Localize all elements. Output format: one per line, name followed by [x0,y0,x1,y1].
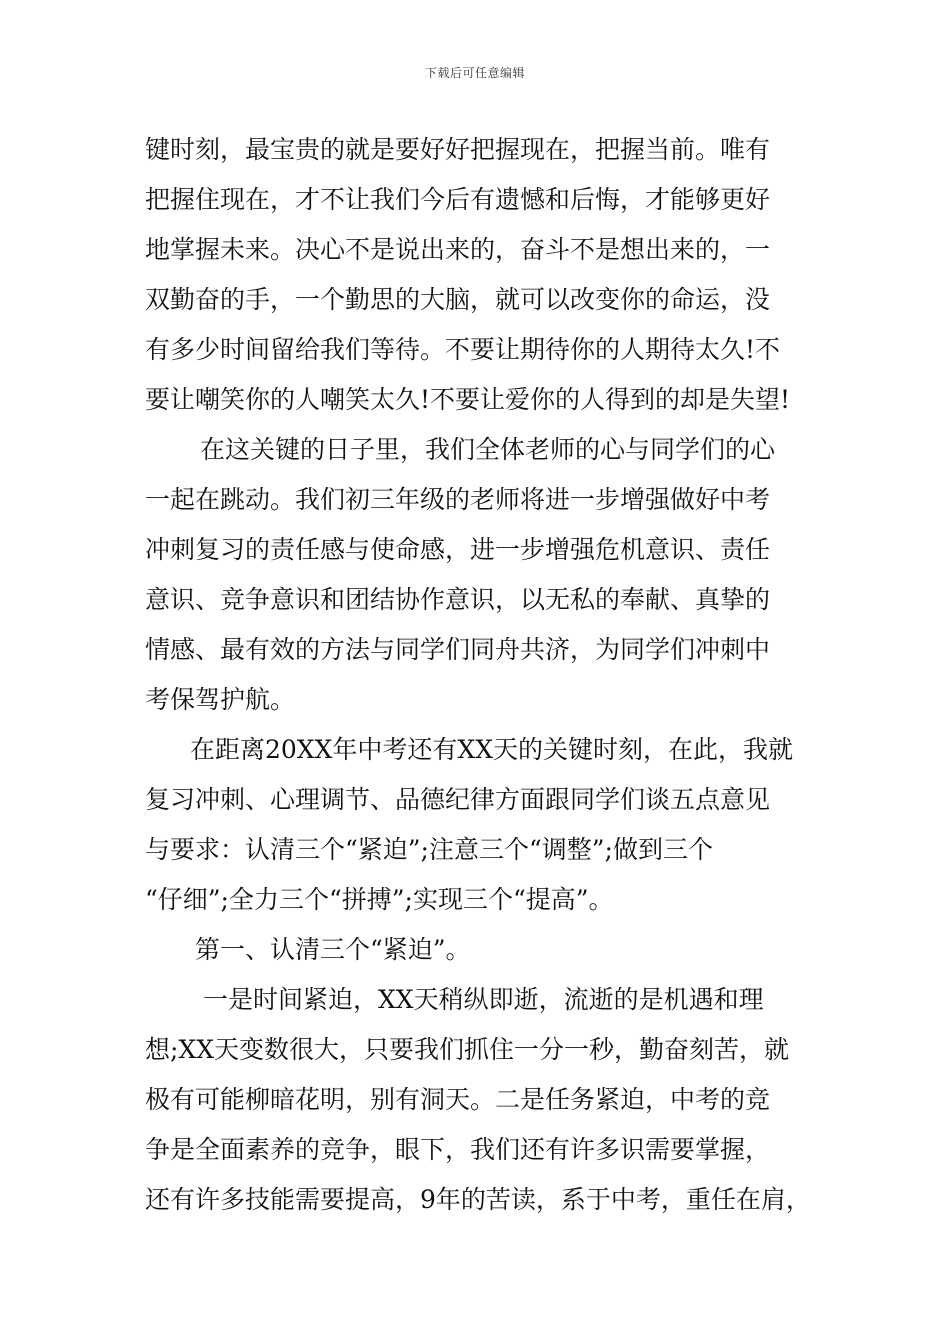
text-line: 争是全面素养的竞争，眼下，我们还有许多识需要掌握， [145,1135,771,1164]
text-line: 冲刺复习的责任感与使命感，进一步增强危机意识、责任 [145,535,771,564]
text-line: 与要求：认清三个“紧迫”;注意三个“调整”;做到三个 [145,835,713,864]
text-line: 有多少时间留给我们等待。不要让期待你的人期待太久!不 [145,335,781,364]
text-line: 想;XX天变数很大，只要我们抓住一分一秒，勤奋刻苦，就 [145,1035,790,1064]
text-line: 双勤奋的手，一个勤思的大脑，就可以改变你的命运，没 [145,285,771,314]
text-line: 考保驾护航。 [145,685,296,714]
text-line: 地掌握未来。决心不是说出来的，奋斗不是想出来的，一 [145,235,771,264]
text-line: 把握住现在，才不让我们今后有遗憾和后悔，才能够更好 [145,185,771,214]
text-line: 情感、最有效的方法与同学们同舟共济，为同学们冲刺中 [145,635,771,664]
paragraph-first-line: 在这关键的日子里，我们全体老师的心与同学们的心 [200,435,776,464]
paragraph-first-line: 一是时间紧迫，XX天稍纵即逝，流逝的是机遇和理 [203,985,764,1014]
paragraph-first-line: 在距离20XX年中考还有XX天的关键时刻，在此，我就 [190,735,794,764]
text-line: 极有可能柳暗花明，别有洞天。二是任务紧迫，中考的竞 [145,1085,771,1114]
page-header: 下载后可任意编辑 [424,66,525,80]
text-line: 键时刻，最宝贵的就是要好好把握现在，把握当前。唯有 [145,135,771,164]
text-line: 意识、竞争意识和团结协作意识，以无私的奉献、真挚的 [145,585,771,614]
text-line: “仔细”;全力三个“拼搏”;实现三个“提高”。 [145,885,614,914]
section-heading: 第一、认清三个“紧迫”。 [195,935,471,964]
text-line: 要让嘲笑你的人嘲笑太久!不要让爱你的人得到的却是失望! [145,385,791,414]
text-line: 还有许多技能需要提高，9年的苦读，系于中考，重任在肩， [145,1185,811,1214]
text-line: 复习冲刺、心理调节、品德纪律方面跟同学们谈五点意见 [145,785,771,814]
text-line: 一起在跳动。我们初三年级的老师将进一步增强做好中考 [145,485,771,514]
document-body [145,125,810,1225]
